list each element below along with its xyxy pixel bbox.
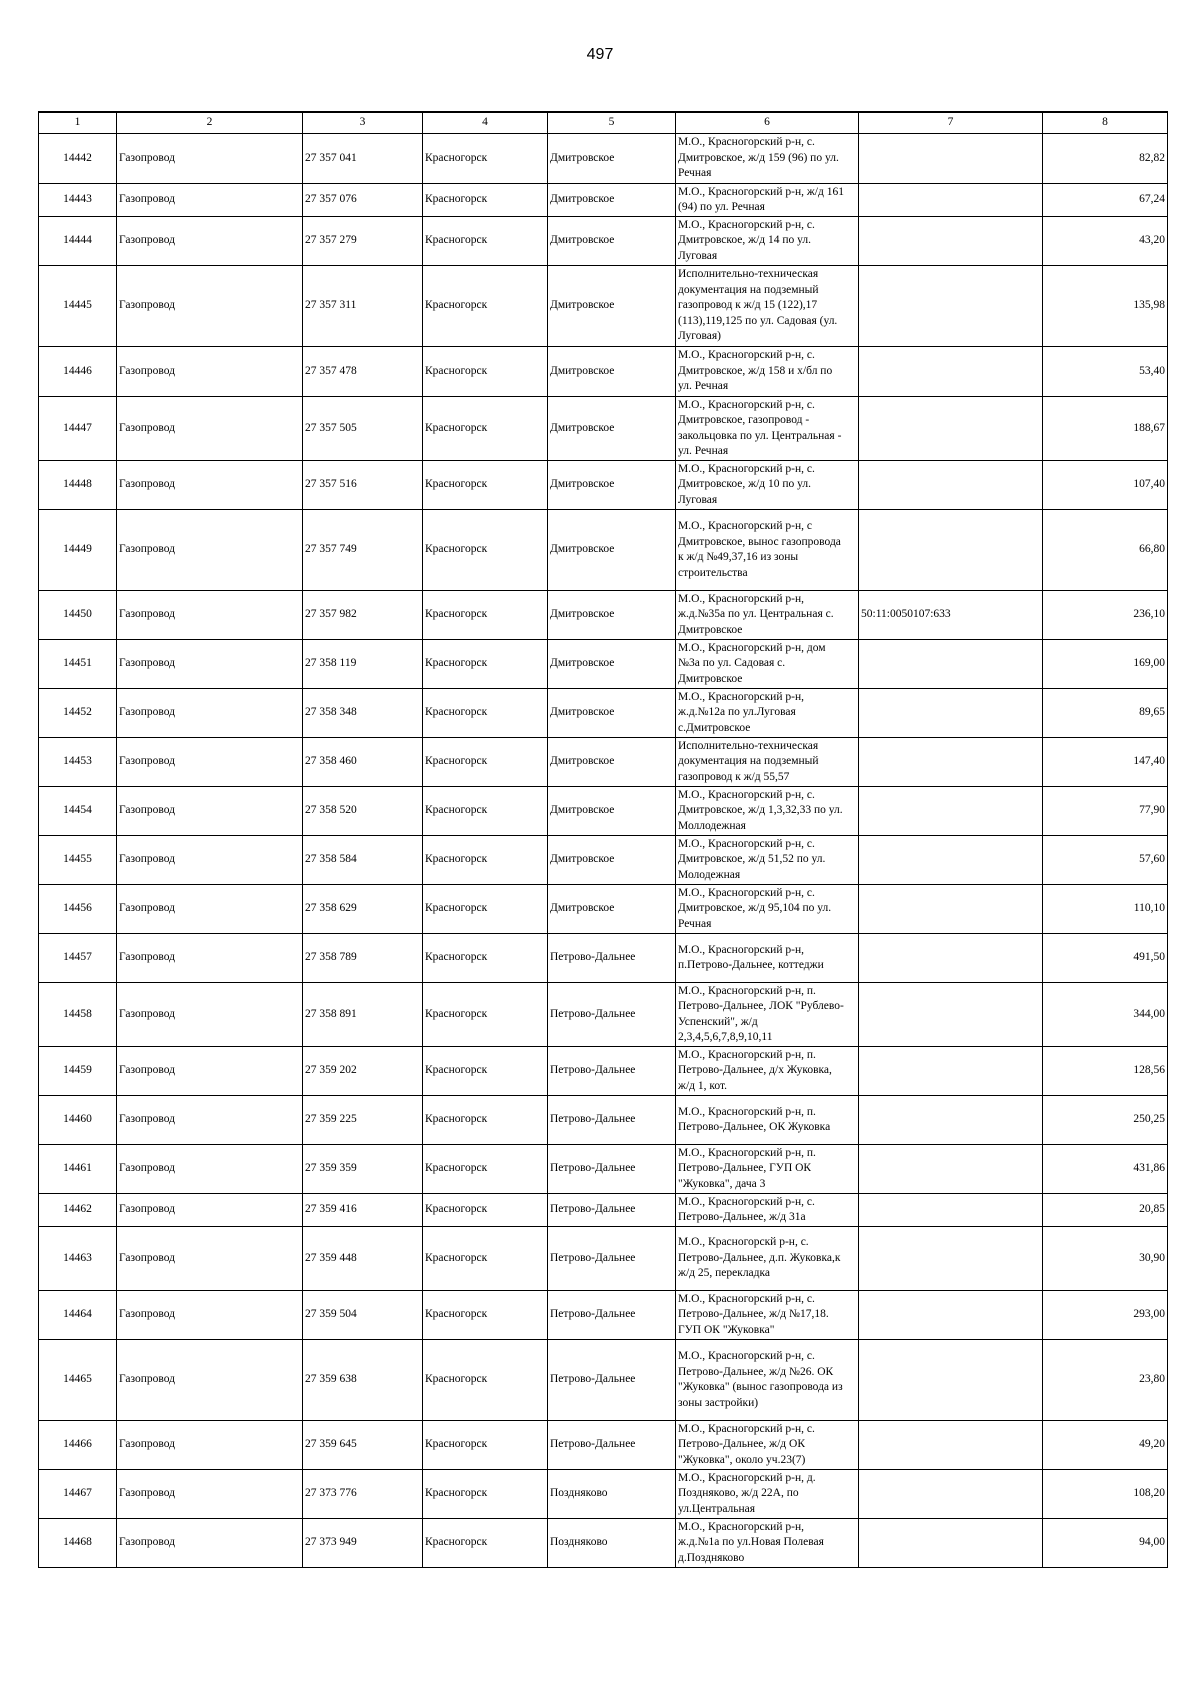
cell-address: М.О., Красногорский р-н, с. Петрово-Дальнее, ж/д ОК "Жуковка", около уч.23(7) [676,1421,859,1470]
cell-number: 14456 [39,885,117,934]
cell-settlement: Дмитровское [548,885,676,934]
cell-code: 27 358 789 [303,934,423,983]
cell-cadastral-number [859,1291,1043,1340]
cell-object-type: Газопровод [117,134,303,184]
cell-code: 27 358 460 [303,738,423,787]
cell-number: 14452 [39,689,117,738]
cell-district: Красногорск [423,510,548,591]
cell-district: Красногорск [423,1340,548,1421]
column-header: 7 [859,112,1043,134]
table-row [39,1047,1168,1096]
cell-settlement: Петрово-Дальнее [548,1145,676,1194]
table-row [39,510,1168,591]
cell-object-type: Газопровод [117,510,303,591]
cell-settlement: Дмитровское [548,461,676,510]
cell-address: М.О., Красногорский р-н, п. Петрово-Дальнее, д/х Жуковка, ж/д 1, кот. [676,1047,859,1096]
cell-number: 14459 [39,1047,117,1096]
cell-district: Красногорск [423,461,548,510]
cell-settlement: Дмитровское [548,266,676,347]
cell-address: М.О., Красногорский р-н, с. Дмитровское, ж/д 14 по ул. Луговая [676,217,859,266]
cell-object-type: Газопровод [117,983,303,1047]
cell-settlement: Дмитровское [548,836,676,885]
cell-code: 27 359 202 [303,1047,423,1096]
table-row [39,1096,1168,1145]
cell-object-type: Газопровод [117,1340,303,1421]
cell-address: М.О., Красногорский р-н, с. Петрово-Дальнее, ж/д №17,18. ГУП ОК "Жуковка" [676,1291,859,1340]
cell-length: 49,20 [1043,1421,1168,1470]
table-row [39,1145,1168,1194]
table-row [39,885,1168,934]
table-row [39,1340,1168,1421]
registry-table [38,111,1168,1568]
cell-district: Красногорск [423,1470,548,1519]
cell-settlement: Петрово-Дальнее [548,1421,676,1470]
cell-length: 169,00 [1043,640,1168,689]
column-header: 3 [303,112,423,134]
table-row [39,591,1168,640]
cell-length: 147,40 [1043,738,1168,787]
cell-number: 14457 [39,934,117,983]
cell-address: М.О., Красногорский р-н, с. Дмитровское, газопровод - закольцовка по ул. Центральная - ул. Речная [676,397,859,461]
table-row [39,1291,1168,1340]
cell-cadastral-number [859,134,1043,184]
cell-address: Исполнительно-техническая документация на подземный газопровод к ж/д 15 (122),17 (113),119,125 по ул. Садовая (ул. Луговая) [676,266,859,347]
cell-object-type: Газопровод [117,1519,303,1568]
cell-length: 67,24 [1043,184,1168,217]
cell-address: М.О., Красногорский р-н, с. Дмитровское, ж/д 10 по ул. Луговая [676,461,859,510]
cell-cadastral-number [859,266,1043,347]
cell-length: 53,40 [1043,347,1168,397]
cell-address: М.О., Красногорский р-н, п.Петрово-Дальнее, коттеджи [676,934,859,983]
cell-settlement: Дмитровское [548,689,676,738]
cell-length: 94,00 [1043,1519,1168,1568]
cell-length: 107,40 [1043,461,1168,510]
cell-cadastral-number [859,1519,1043,1568]
cell-number: 14461 [39,1145,117,1194]
cell-code: 27 359 645 [303,1421,423,1470]
cell-length: 57,60 [1043,836,1168,885]
table-row [39,397,1168,461]
cell-cadastral-number [859,347,1043,397]
table-row [39,1194,1168,1227]
cell-number: 14446 [39,347,117,397]
cell-length: 108,20 [1043,1470,1168,1519]
cell-length: 23,80 [1043,1340,1168,1421]
cell-code: 27 359 504 [303,1291,423,1340]
cell-settlement: Петрово-Дальнее [548,934,676,983]
cell-object-type: Газопровод [117,1096,303,1145]
cell-object-type: Газопровод [117,1291,303,1340]
cell-district: Красногорск [423,836,548,885]
cell-code: 27 359 359 [303,1145,423,1194]
table-row [39,836,1168,885]
cell-length: 110,10 [1043,885,1168,934]
cell-cadastral-number: 50:11:0050107:633 [859,591,1043,640]
cell-object-type: Газопровод [117,934,303,983]
cell-settlement: Петрово-Дальнее [548,1194,676,1227]
cell-address: М.О., Красногорский р-н, ж.д.№35а по ул. Центральная с. Дмитровское [676,591,859,640]
cell-address: М.О., Красногорский р-н, ж/д 161 (94) по ул. Речная [676,184,859,217]
cell-object-type: Газопровод [117,1227,303,1291]
cell-address: М.О., Красногорский р-н, с. Дмитровское, ж/д 159 (96) по ул. Речная [676,134,859,184]
cell-length: 188,67 [1043,397,1168,461]
cell-cadastral-number [859,1194,1043,1227]
cell-district: Красногорск [423,934,548,983]
cell-number: 14454 [39,787,117,836]
cell-settlement: Дмитровское [548,347,676,397]
cell-settlement: Дмитровское [548,787,676,836]
cell-number: 14467 [39,1470,117,1519]
cell-cadastral-number [859,640,1043,689]
cell-length: 491,50 [1043,934,1168,983]
cell-district: Красногорск [423,217,548,266]
cell-length: 89,65 [1043,689,1168,738]
cell-length: 293,00 [1043,1291,1168,1340]
cell-length: 30,90 [1043,1227,1168,1291]
cell-code: 27 359 225 [303,1096,423,1145]
cell-object-type: Газопровод [117,591,303,640]
cell-cadastral-number [859,1227,1043,1291]
cell-object-type: Газопровод [117,397,303,461]
cell-length: 77,90 [1043,787,1168,836]
cell-cadastral-number [859,1470,1043,1519]
cell-district: Красногорск [423,397,548,461]
cell-cadastral-number [859,836,1043,885]
cell-address: М.О., Красногорский р-н, п. Петрово-Дальнее, ЛОК "Рублево- Успенский", ж/д 2,3,4,5,6,7,8,9,10,11 [676,983,859,1047]
cell-settlement: Поздняково [548,1519,676,1568]
cell-number: 14463 [39,1227,117,1291]
table-row [39,347,1168,397]
cell-district: Красногорск [423,738,548,787]
cell-object-type: Газопровод [117,738,303,787]
cell-code: 27 358 891 [303,983,423,1047]
cell-settlement: Дмитровское [548,640,676,689]
cell-cadastral-number [859,1421,1043,1470]
cell-settlement: Поздняково [548,1470,676,1519]
table-row [39,1519,1168,1568]
cell-number: 14465 [39,1340,117,1421]
cell-address: М.О., Красногорский р-н, д. Поздняково, ж/д 22А, по ул.Центральная [676,1470,859,1519]
cell-length: 431,86 [1043,1145,1168,1194]
cell-cadastral-number [859,1096,1043,1145]
cell-object-type: Газопровод [117,347,303,397]
cell-number: 14450 [39,591,117,640]
cell-number: 14466 [39,1421,117,1470]
table-row [39,461,1168,510]
table-row [39,738,1168,787]
cell-cadastral-number [859,1047,1043,1096]
cell-code: 27 358 348 [303,689,423,738]
cell-code: 27 357 478 [303,347,423,397]
cell-object-type: Газопровод [117,217,303,266]
cell-code: 27 358 119 [303,640,423,689]
cell-cadastral-number [859,461,1043,510]
cell-address: М.О., Красногорский р-н, п. Петрово-Дальнее, ОК Жуковка [676,1096,859,1145]
cell-settlement: Дмитровское [548,591,676,640]
cell-length: 250,25 [1043,1096,1168,1145]
cell-length: 236,10 [1043,591,1168,640]
cell-code: 27 357 311 [303,266,423,347]
cell-district: Красногорск [423,134,548,184]
table-row [39,983,1168,1047]
cell-district: Красногорск [423,1519,548,1568]
cell-object-type: Газопровод [117,885,303,934]
cell-settlement: Дмитровское [548,397,676,461]
cell-address: М.О., Красногорский р-н, ж.д.№1а по ул.Новая Полевая д.Поздняково [676,1519,859,1568]
column-header: 1 [39,112,117,134]
cell-settlement: Дмитровское [548,217,676,266]
cell-settlement: Петрово-Дальнее [548,1340,676,1421]
cell-number: 14455 [39,836,117,885]
cell-district: Красногорск [423,184,548,217]
cell-code: 27 357 076 [303,184,423,217]
cell-code: 27 358 584 [303,836,423,885]
cell-object-type: Газопровод [117,1470,303,1519]
cell-settlement: Дмитровское [548,738,676,787]
cell-cadastral-number [859,983,1043,1047]
cell-settlement: Петрово-Дальнее [548,1291,676,1340]
cell-length: 43,20 [1043,217,1168,266]
cell-address: М.О., Красногорский р-н, с. Дмитровское, ж/д 95,104 по ул. Речная [676,885,859,934]
cell-address: М.О., Красногорский р-н, с. Петрово-Дальнее, ж/д №26. ОК "Жуковка" (вынос газопровода из зоны застройки) [676,1340,859,1421]
cell-address: М.О., Красногорский р-н, п. Петрово-Дальнее, ГУП ОК "Жуковка", дача 3 [676,1145,859,1194]
cell-number: 14445 [39,266,117,347]
cell-object-type: Газопровод [117,266,303,347]
cell-object-type: Газопровод [117,1047,303,1096]
cell-number: 14468 [39,1519,117,1568]
cell-district: Красногорск [423,1421,548,1470]
page-number: 497 [586,46,614,63]
cell-length: 66,80 [1043,510,1168,591]
cell-code: 27 357 982 [303,591,423,640]
table-body [39,134,1168,1568]
table-row [39,640,1168,689]
cell-length: 344,00 [1043,983,1168,1047]
cell-district: Красногорск [423,347,548,397]
cell-number: 14464 [39,1291,117,1340]
header-row [39,112,1168,134]
cell-length: 82,82 [1043,134,1168,184]
cell-code: 27 373 776 [303,1470,423,1519]
table-row [39,787,1168,836]
cell-settlement: Петрово-Дальнее [548,983,676,1047]
table-row [39,1470,1168,1519]
cell-district: Красногорск [423,1096,548,1145]
cell-district: Красногорск [423,1227,548,1291]
cell-settlement: Петрово-Дальнее [548,1096,676,1145]
cell-code: 27 359 638 [303,1340,423,1421]
cell-cadastral-number [859,934,1043,983]
cell-object-type: Газопровод [117,184,303,217]
cell-code: 27 358 629 [303,885,423,934]
cell-object-type: Газопровод [117,689,303,738]
cell-address: М.О., Красногорский р-н, с. Петрово-Дальнее, ж/д 31а [676,1194,859,1227]
cell-code: 27 357 279 [303,217,423,266]
cell-number: 14462 [39,1194,117,1227]
cell-district: Красногорск [423,1194,548,1227]
cell-district: Красногорск [423,1047,548,1096]
cell-code: 27 357 516 [303,461,423,510]
cell-district: Красногорск [423,1145,548,1194]
table-row [39,1421,1168,1470]
cell-address: Исполнительно-техническая документация на подземный газопровод к ж/д 55,57 [676,738,859,787]
cell-number: 14460 [39,1096,117,1145]
cell-length: 128,56 [1043,1047,1168,1096]
cell-address: М.О., Красногорский р-н, с. Дмитровское, ж/д 51,52 по ул. Молодежная [676,836,859,885]
cell-code: 27 359 416 [303,1194,423,1227]
cell-address: М.О., Красногорскй р-н, с. Петрово-Дальнее, д.п. Жуковка,к ж/д 25, перекладка [676,1227,859,1291]
cell-address: М.О., Красногорский р-н, с. Дмитровское, ж/д 158 и х/бл по ул. Речная [676,347,859,397]
cell-number: 14443 [39,184,117,217]
cell-cadastral-number [859,1340,1043,1421]
cell-district: Красногорск [423,591,548,640]
cell-settlement: Петрово-Дальнее [548,1047,676,1096]
cell-district: Красногорск [423,689,548,738]
cell-code: 27 358 520 [303,787,423,836]
cell-settlement: Дмитровское [548,510,676,591]
cell-object-type: Газопровод [117,836,303,885]
cell-object-type: Газопровод [117,1194,303,1227]
cell-code: 27 359 448 [303,1227,423,1291]
cell-number: 14442 [39,134,117,184]
cell-number: 14449 [39,510,117,591]
table-row [39,134,1168,184]
cell-cadastral-number [859,689,1043,738]
cell-district: Красногорск [423,266,548,347]
table-row [39,689,1168,738]
cell-address: М.О., Красногорский р-н, ж.д.№12а по ул.Луговая с.Дмитровское [676,689,859,738]
cell-object-type: Газопровод [117,1145,303,1194]
cell-number: 14458 [39,983,117,1047]
cell-number: 14453 [39,738,117,787]
cell-number: 14444 [39,217,117,266]
cell-object-type: Газопровод [117,461,303,510]
cell-length: 135,98 [1043,266,1168,347]
cell-number: 14448 [39,461,117,510]
column-header: 4 [423,112,548,134]
cell-cadastral-number [859,1145,1043,1194]
cell-object-type: Газопровод [117,787,303,836]
table-row [39,1227,1168,1291]
table-row [39,217,1168,266]
cell-object-type: Газопровод [117,1421,303,1470]
column-header: 8 [1043,112,1168,134]
cell-cadastral-number [859,738,1043,787]
cell-settlement: Петрово-Дальнее [548,1227,676,1291]
column-header: 5 [548,112,676,134]
cell-settlement: Дмитровское [548,184,676,217]
cell-number: 14451 [39,640,117,689]
cell-address: М.О., Красногорский р-н, с. Дмитровское, ж/д 1,3,32,33 по ул. Моллодежная [676,787,859,836]
cell-code: 27 357 505 [303,397,423,461]
cell-cadastral-number [859,885,1043,934]
table-row [39,266,1168,347]
cell-district: Красногорск [423,983,548,1047]
cell-cadastral-number [859,397,1043,461]
cell-number: 14447 [39,397,117,461]
cell-district: Красногорск [423,885,548,934]
column-header: 2 [117,112,303,134]
cell-district: Красногорск [423,640,548,689]
cell-district: Красногорск [423,1291,548,1340]
cell-settlement: Дмитровское [548,134,676,184]
cell-cadastral-number [859,787,1043,836]
table-row [39,184,1168,217]
cell-district: Красногорск [423,787,548,836]
cell-cadastral-number [859,510,1043,591]
cell-code: 27 357 749 [303,510,423,591]
cell-address: М.О., Красногорский р-н, с Дмитровское, вынос газопровода к ж/д №49,37,16 из зоны строительства [676,510,859,591]
column-header: 6 [676,112,859,134]
cell-cadastral-number [859,217,1043,266]
cell-cadastral-number [859,184,1043,217]
cell-code: 27 357 041 [303,134,423,184]
cell-object-type: Газопровод [117,640,303,689]
cell-address: М.О., Красногорский р-н, дом №3а по ул. Садовая с. Дмитровское [676,640,859,689]
cell-length: 20,85 [1043,1194,1168,1227]
cell-code: 27 373 949 [303,1519,423,1568]
table-row [39,934,1168,983]
